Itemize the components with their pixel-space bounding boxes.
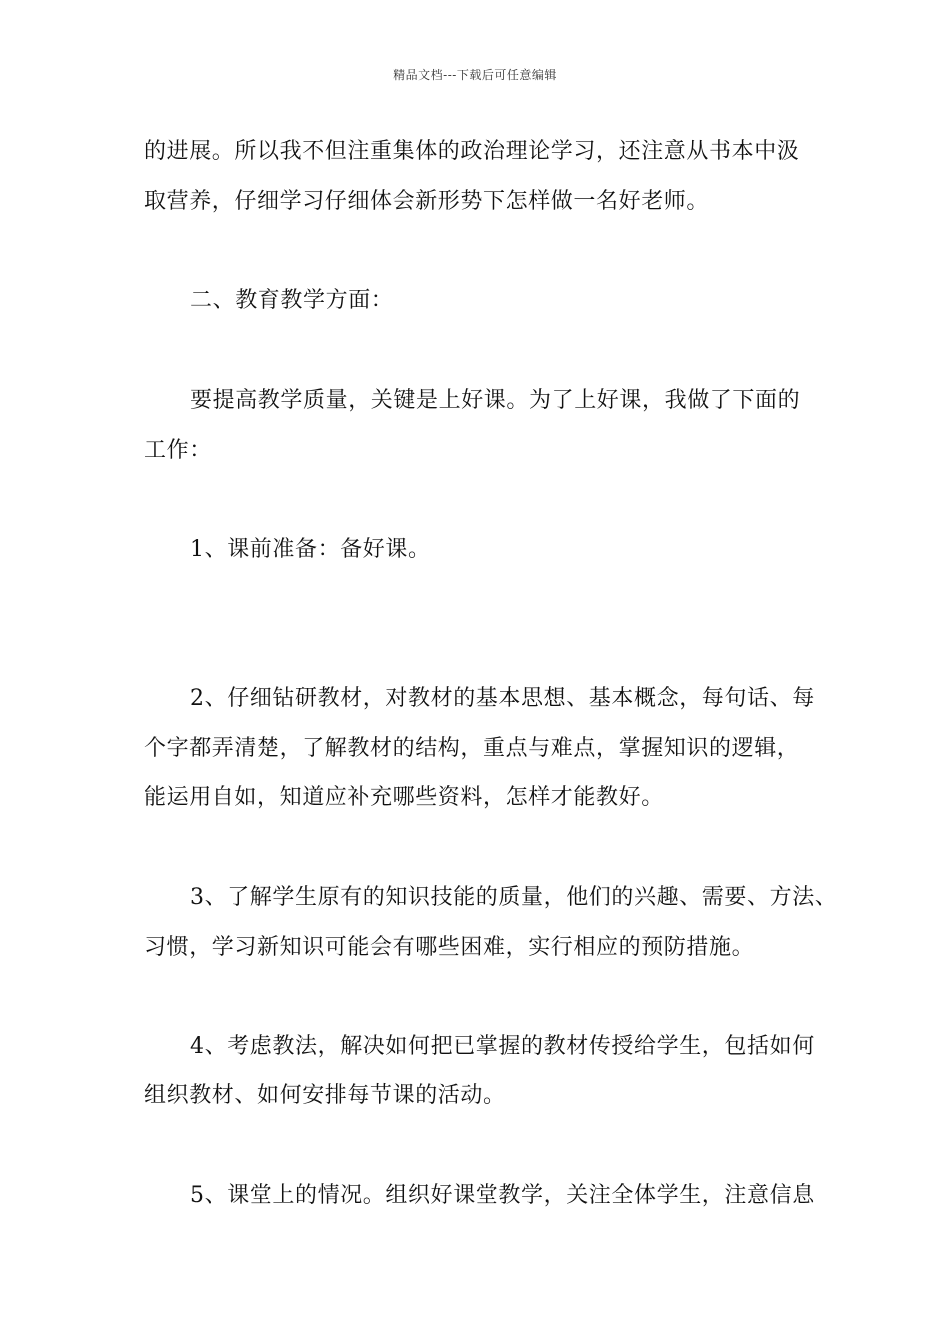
paragraph-line: 组织教材、如何安排每节课的活动。 xyxy=(144,1083,506,1108)
list-item: 4、考虑教法，解决如何把已掌握的教材传授给学生，包括如何 xyxy=(190,1034,815,1059)
paragraph-line: 要提高教学质量，关键是上好课。为了上好课，我做了下面的 xyxy=(190,388,801,413)
paragraph-line: 个字都弄清楚，了解教材的结构，重点与难点，掌握知识的逻辑， xyxy=(144,736,800,761)
list-item: 3、了解学生原有的知识技能的质量，他们的兴趣、需要、方法、 xyxy=(190,885,838,910)
section-heading: 二、教育教学方面： xyxy=(190,288,394,313)
paragraph-line: 工作： xyxy=(144,438,212,463)
paragraph-line: 取营养，仔细学习仔细体会新形势下怎样做一名好老师。 xyxy=(144,189,710,214)
paragraph-line: 习惯，学习新知识可能会有哪些困难，实行相应的预防措施。 xyxy=(144,935,755,960)
list-item: 5、课堂上的情况。组织好课堂教学，关注全体学生，注意信息 xyxy=(190,1183,815,1208)
list-item: 2、仔细钻研教材，对教材的基本思想、基本概念，每句话、每 xyxy=(190,686,815,711)
paragraph-line: 的进展。所以我不但注重集体的政治理论学习，还注意从书本中汲 xyxy=(144,139,800,164)
paragraph-line: 能运用自如，知道应补充哪些资料，怎样才能教好。 xyxy=(144,785,664,810)
page-header: 精品文档---下载后可任意编辑 xyxy=(393,68,557,82)
list-item: 1、课前准备：备好课。 xyxy=(190,537,431,562)
